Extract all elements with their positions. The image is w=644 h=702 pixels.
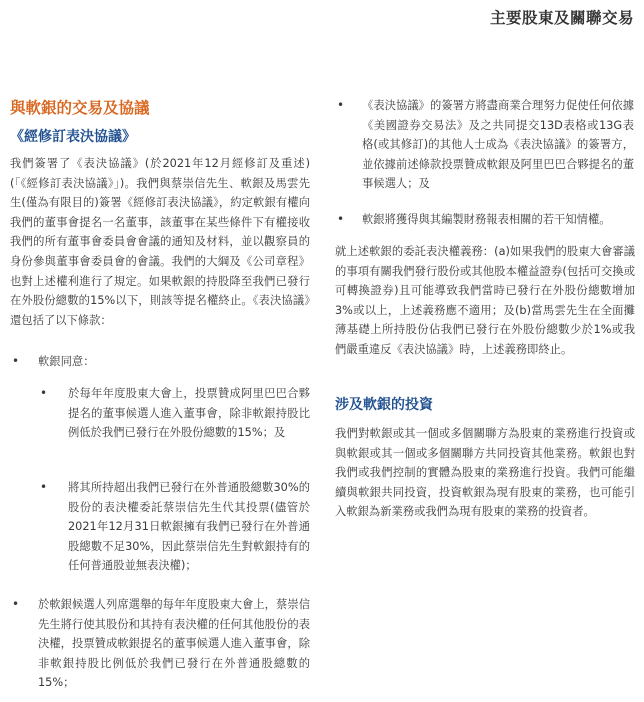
sub-bullet-vote-nominees: 於每年年度股東大會上，投票贊成阿里巴巴合夥提名的董事候選人進入董事會，除非軟銀持股比例低於我們已發行在外股份總數的15%；及 xyxy=(68,387,310,440)
intro-paragraph: 我們簽署了《表決協議》(於2021年12月經修訂及重述)(「《經修訂表決協議》」)。我們與蔡崇信先生、軟銀及馬雲先生(僅為有限目的)簽署《經修訂表決協議》，約定軟銀有權向我們的董事會提名一名董事，該董事在某些條件下有權接收我們的所有董事會委員會會議的通知及材料，並以觀察員的身份參與董事會委員會的會議。我們的大綱及《公司章程》也對上述權利進行了規定。如果軟銀的持股降至我們已發行在外股份總數的15%以下，則該等提名權終止。《表決協議》還包括了以下條款： xyxy=(10,157,310,327)
investments-paragraph: 我們對軟銀或其一個或多個關聯方為股東的業務進行投資或與軟銀或其一個或多個關聯方共同投資其他業務。軟銀也對我們或我們控制的實體為股東的業務進行投資。我們可能繼續與軟銀共同投資，投資軟銀為現有股東的業務，也可能引入軟銀為新業務或我們為現有股東的業務的投資者。 xyxy=(335,427,635,519)
bullet-dot: • xyxy=(40,386,48,400)
sub-bullet-proxy-30-percent: 將其所持超出我們已發行在外普通股總數30%的股份的表決權委託蔡崇信先生代其投票(儘管於2021年12月31日軟銀擁有我們已發行在外普通股總數不足30%，因此蔡崇信先生對軟銀持有的任何普通股並無表決權)； xyxy=(68,481,310,573)
sub-heading-amended-voting-agreement: 《經修訂表決協議》 xyxy=(10,129,136,145)
bullet-dot: • xyxy=(337,98,345,112)
bullet-dot: • xyxy=(12,354,20,368)
bullet-information-rights: 軟銀將獲得與其編製財務報表相關的若干知情權。 xyxy=(362,213,611,226)
bullet-dot: • xyxy=(12,597,20,611)
sub-heading-investments: 涉及軟銀的投資 xyxy=(335,397,433,413)
bullet-dot: • xyxy=(40,480,48,494)
proxy-obligation-paragraph: 就上述軟銀的委託表決權義務：(a)如果我們的股東大會審議的事項有關我們發行股份或其他股本權益證券(包括可交換或可轉換證券)且可能導致我們當時已發行在外股份總數增加3%或以上，上述義務應不適用；及(b)當馬雲先生在全面攤薄基礎上所持股份佔我們已發行在外股份總數少於1%或我們嚴重違反《表決協議》時，上述義務即終止。 xyxy=(335,245,635,356)
section-heading: 與軟銀的交易及協議 xyxy=(10,99,150,117)
bullet-softbank-agrees: 軟銀同意： xyxy=(38,355,95,368)
bullet-tsai-vote: 於軟銀候選人列席選舉的每年年度股東大會上，蔡崇信先生將行使其股份和其持有表決權的任何其他股份的表決權，投票贊成軟銀提名的董事候選人進入董事會，除非軟銀持股比例低於我們已發行在外普通股總數的15%； xyxy=(38,598,310,690)
bullet-signatories-efforts: 《表決協議》的簽署方將盡商業合理努力促使任何依據《美國證券交易法》及之共同提交13D表格或13G表格(或其修訂)的其他人士成為《表決協議》的簽署方，並依據前述條款投票贊成軟銀及阿里巴巴合夥提名的董事候選人；及 xyxy=(362,99,634,191)
page-header-title: 主要股東及關聯交易 xyxy=(489,9,634,27)
bullet-dot: • xyxy=(337,212,345,226)
